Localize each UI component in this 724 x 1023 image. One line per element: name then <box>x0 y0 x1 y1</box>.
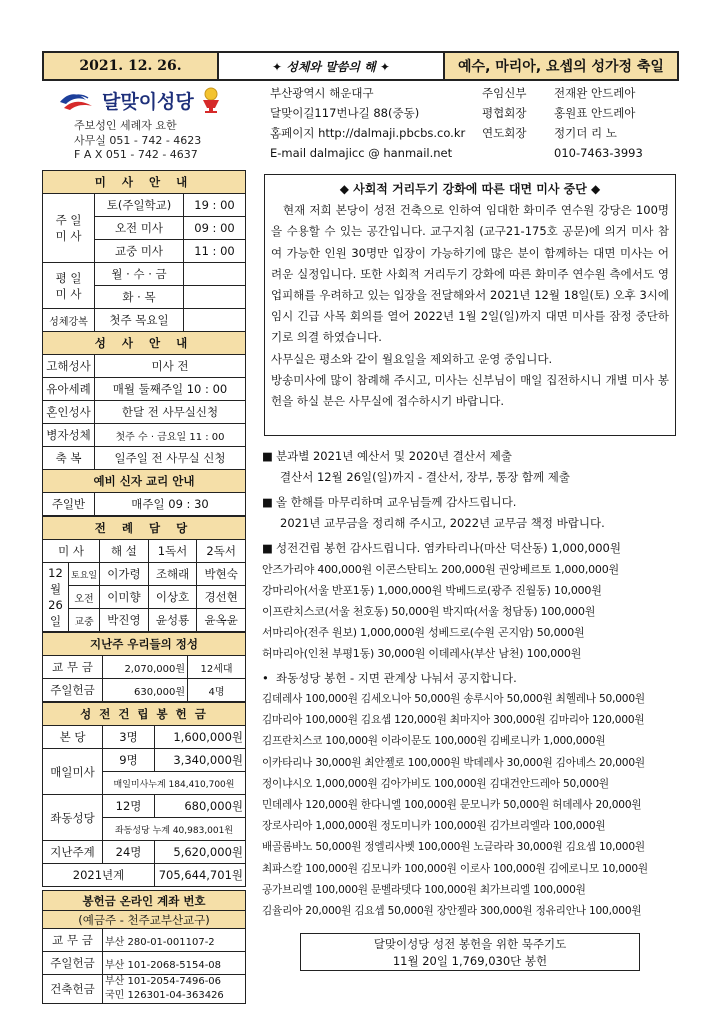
sacrament-label: 유아세례 <box>43 378 95 401</box>
account-number: 부산 101-2068-5154-08 <box>103 952 246 975</box>
sacrament-label: 축 복 <box>43 447 95 470</box>
building-label: 매일미사 <box>43 749 103 795</box>
building-count: 24명 <box>103 841 155 864</box>
fax-number: F A X 051 - 742 - 4637 <box>74 148 198 161</box>
ministry-header: 2독서 <box>197 540 246 563</box>
donor-line: 김율리아 20,000원 김요셉 50,000원 장안젤라 300,000원 정유리안나 100,000원 <box>262 905 642 918</box>
mass-name: 토(주일학교) <box>95 194 184 217</box>
bullet-icon: ■ <box>262 495 273 509</box>
sacrament-label: 혼인성사 <box>43 401 95 424</box>
offering-amount: 2,070,000원 <box>103 656 188 679</box>
offering-amount: 630,000원 <box>103 679 188 702</box>
announcement-title: 성전건립 봉헌 감사드립니다. 염카타리나(마산 덕산동) 1,000,000원 <box>276 541 621 555</box>
sacrament-value: 미사 전 <box>95 355 246 378</box>
donor-line: 김데레사 100,000원 김세오니아 50,000원 송루시아 50,000원 최헬레나 50,000원 <box>262 693 645 705</box>
building-count: 9명 <box>103 749 155 772</box>
announcement-body: 2021년 교무금을 정리해 주시고, 2022년 교무금 책정 바랍니다. <box>280 516 605 530</box>
donor-line: 배골롬바노 50,000원 정엘리사벳 100,000원 노글라라 30,000원 김요셉 10,000원 <box>262 841 645 854</box>
ministry-mass: 교중 <box>69 609 100 632</box>
contact-phone: 010-7463-3993 <box>554 146 643 160</box>
offering-label: 교 무 금 <box>43 656 103 679</box>
offering-section-title: 지난주 우리들의 정성 <box>43 633 246 656</box>
role-label: 평협회장 <box>482 106 527 120</box>
parish-name: 달맞이성당 <box>102 90 194 113</box>
email-link[interactable]: E-mail dalmajicc @ hanmail.net <box>270 146 453 160</box>
mass-time: 11 : 00 <box>184 240 246 263</box>
online-section-title: 봉헌금 온라인 계좌 번호 <box>43 891 246 911</box>
donor-line: 안즈가리야 400,000원 이콘스탄티노 200,000원 권앙베르토 1,000,000원 <box>262 563 619 576</box>
donor-line: 강마리아(서울 반포1동) 1,000,000원 박베드로(광주 진월동) 10,000원 <box>262 584 602 597</box>
announcements <box>262 446 682 922</box>
commentator: 이가령 <box>100 563 149 586</box>
offering-label: 주일헌금 <box>43 679 103 702</box>
parish-info <box>74 119 201 163</box>
account-number: 국민 126301-04-363426 <box>105 990 224 1001</box>
year-motto: ✦ 성체와 말씀의 해 ✦ <box>219 53 445 79</box>
announcement-body: 결산서 12월 26일(일)까지 - 결산서, 장부, 통장 함께 제출 <box>280 470 571 484</box>
building-label: 좌동성당 <box>43 795 103 841</box>
notice-title: ◆ 사회적 거리두기 강화에 따른 대면 미사 중단 ◆ <box>339 182 601 196</box>
announcement-item <box>262 668 682 689</box>
office-phone: 사무실 051 - 742 - 4623 <box>74 133 202 147</box>
sacrament-value: 한달 전 사무실신청 <box>95 401 246 424</box>
announcement-item <box>262 492 682 513</box>
mass-name: 교중 미사 <box>95 240 184 263</box>
commentator: 박진영 <box>100 609 149 632</box>
adoration-label: 성체강복 <box>43 309 95 332</box>
ministry-header: 미 사 <box>43 540 100 563</box>
role-name: 정기더 리 노 <box>554 126 617 140</box>
weekday-days: 월 · 수 · 금 <box>95 263 184 286</box>
prayer-title: 달맞이성당 성전 봉헌을 위한 묵주기도 <box>373 937 567 951</box>
reader-1: 윤성룡 <box>148 609 197 632</box>
catechumen-section-title: 예비 신자 교리 안내 <box>43 470 246 493</box>
role-label: 연도회장 <box>482 126 527 140</box>
building-amount: 1,600,000원 <box>155 726 246 749</box>
ministry-mass: 오전 <box>69 586 100 609</box>
contact-block <box>270 83 690 163</box>
mass-section-title: 미 사 안 내 <box>43 171 246 194</box>
building-label: 본 당 <box>43 726 103 749</box>
sacrament-value: 첫주 수 · 금요일 11 : 00 <box>95 424 246 447</box>
weekday-days: 화 · 목 <box>95 286 184 309</box>
sidebar <box>42 170 246 1004</box>
announcement-title: 좌동성당 봉헌 - 지면 관계상 나눠서 공지합니다. <box>276 671 517 685</box>
offering-count: 12세대 <box>188 656 246 679</box>
address-line-2: 달맞이길117번나길 88(중동) <box>270 106 420 120</box>
rosary-prayer-box <box>300 933 640 971</box>
ministry-date: 12월 26일 <box>43 563 69 632</box>
patron-saint: 주보성인 세례자 요한 <box>74 119 177 132</box>
donor-list-building <box>262 559 682 664</box>
account-label: 주일헌금 <box>43 952 103 975</box>
announcement-item <box>262 446 682 467</box>
ministry-section-title: 전 례 담 당 <box>43 517 246 540</box>
notice-body: 사무실은 평소와 같이 월요일을 제외하고 운영 중입니다. <box>271 351 553 366</box>
donor-list-jwadong <box>262 689 682 922</box>
reader-2: 윤옥윤 <box>197 609 246 632</box>
reader-1: 이상호 <box>148 586 197 609</box>
online-section-subtitle: (예금주 - 천주교부산교구) <box>43 911 246 929</box>
donor-line: 이카타리나 30,000원 최안젤로 100,000원 박데레사 30,000원 김아녜스 20,000원 <box>262 756 645 769</box>
role-label: 주임신부 <box>482 86 527 100</box>
mass-time: 19 : 00 <box>184 194 246 217</box>
building-amount: 3,340,000원 <box>155 749 246 772</box>
reader-2: 박현숙 <box>197 563 246 586</box>
building-cumulative: 좌동성당 누계 40,983,001원 <box>103 818 246 841</box>
ministry-header: 1독서 <box>148 540 197 563</box>
offering-table <box>42 632 246 702</box>
building-year-label: 2021년계 <box>43 864 155 887</box>
online-account-table <box>42 890 246 1004</box>
sacrament-value: 매월 둘째주일 10 : 00 <box>95 378 246 401</box>
donor-line: 김프란치스코 100,000원 이라이문도 100,000원 김베로니카 1,000,000원 <box>262 735 606 748</box>
donor-line: 정이냐시오 1,000,000원 김아가비도 100,000원 김대건안드레아 50,000원 <box>262 777 609 790</box>
reader-1: 조해래 <box>148 563 197 586</box>
parish-logo <box>58 85 238 115</box>
mass-time: 09 : 00 <box>184 217 246 240</box>
sacrament-label: 병자성체 <box>43 424 95 447</box>
chalice-host-icon <box>200 86 222 114</box>
donor-line: 서마리아(전주 원보) 1,000,000원 성베드로(수원 곤지암) 50,000원 <box>262 626 585 639</box>
bullet-icon: ■ <box>262 541 273 555</box>
building-count: 12명 <box>103 795 155 818</box>
wave-logo-icon <box>58 88 98 112</box>
offering-count: 4명 <box>188 679 246 702</box>
bullet-icon: ■ <box>262 449 273 463</box>
building-amount: 5,620,000원 <box>155 841 246 864</box>
donor-line: 김마리아 100,000원 김요셉 120,000원 최마지아 300,000원 김마리아 120,000원 <box>262 714 645 727</box>
building-label: 지난주계 <box>43 841 103 864</box>
donor-line: 이프란치스코(서울 천호동) 50,000원 박지따(서울 청담동) 100,000원 <box>262 605 596 618</box>
reader-2: 경선현 <box>197 586 246 609</box>
building-cumulative: 매일미사누계 184,410,700원 <box>103 772 246 795</box>
role-label <box>482 143 554 163</box>
prayer-count: 11월 20일 1,769,030단 봉헌 <box>392 954 548 968</box>
donor-line: 장로사리아 1,000,000원 정도미니카 100,000원 김가브리엘라 100,000원 <box>262 820 606 833</box>
ministry-table <box>42 516 246 632</box>
feast-title: 예수, 마리아, 요셉의 성가정 축일 <box>458 59 664 75</box>
catechumen-value: 매주일 09 : 30 <box>95 493 246 516</box>
adoration-value: 첫주 목요일 <box>95 309 184 332</box>
building-amount: 680,000원 <box>155 795 246 818</box>
info-table <box>42 170 246 516</box>
sacrament-value: 일주일 전 사무실 신청 <box>95 447 246 470</box>
notice-box <box>264 174 676 436</box>
homepage-link[interactable]: 홈페이지 http://dalmaji.pbcbs.co.kr <box>270 126 466 140</box>
sacrament-label: 고해성사 <box>43 355 95 378</box>
donor-line: 허마리아(인천 부평1동) 30,000원 이데레사(부산 남천) 100,000원 <box>262 647 582 660</box>
bulletin-date: 2021. 12. 26. <box>44 53 219 79</box>
donor-line: 공가브리엘 100,000원 문벨라뎃다 100,000원 최가브리엘 100,000원 <box>262 883 586 896</box>
role-name: 홍원표 안드레아 <box>554 106 636 120</box>
notice-body: 현재 저희 본당이 성전 건축으로 인하여 임대한 화미주 연수원 강당은 100명을 수용할 수 있는 공간입니다. 교구지침 (교구21-175호 공문)에 의거 미사 참여 가능한 인원 30명만 입장이 가능하기에 많은 분이 함께하는 대면 미사는 어려운 실정입니다. 또한 사회적 거리두기 강화에 따른 화미주 연수원 측에서도 영업피해를 우려하고 있는 입장을 전달해와서 2021년 12월 18일(토) 오후 3시에 임시 긴급 사목 회의를 열어 2022년 1월 2일(일)까지 대면 미사를 잠정 중단하기로 의결 하였습니다. <box>271 203 669 345</box>
building-fund-table <box>42 702 246 887</box>
role-name: 전재완 안드레아 <box>554 86 636 100</box>
announcement-item <box>262 538 682 559</box>
bullet-icon: • <box>262 671 269 685</box>
announcement-title: 올 한해를 마무리하며 교우님들께 감사드립니다. <box>276 495 517 509</box>
ministry-header: 해 설 <box>100 540 149 563</box>
donor-line: 최파스칼 100,000원 김모니카 100,000원 이로사 100,000원 김에로니모 10,000원 <box>262 862 648 875</box>
notice-body: 방송미사에 많이 참례해 주시고, 미사는 신부님이 매일 집전하시니 개별 미사 봉헌을 하실 분은 사무실에 접수하시기 바랍니다. <box>271 372 669 409</box>
masthead-bar <box>42 51 679 81</box>
building-section-title: 성 전 건 립 봉 헌 금 <box>43 703 246 726</box>
announcement-title: 분과별 2021년 예산서 및 2020년 결산서 제출 <box>276 449 512 463</box>
building-year-amount: 705,644,701원 <box>155 864 246 887</box>
catechumen-label: 주일반 <box>43 493 95 516</box>
sacrament-section-title: 성 사 안 내 <box>43 332 246 355</box>
commentator: 이미향 <box>100 586 149 609</box>
account-label: 건축헌금 <box>43 975 103 1004</box>
address-line-1: 부산광역시 해운대구 <box>270 86 374 100</box>
account-number: 부산 101-2054-7496-06 <box>105 976 222 987</box>
weekday-mass-label: 평 일 미 사 <box>43 263 95 309</box>
account-label: 교 무 금 <box>43 929 103 952</box>
ministry-mass: 토요일 <box>69 563 100 586</box>
account-number: 부산 280-01-001107-2 <box>103 929 246 952</box>
mass-name: 오전 미사 <box>95 217 184 240</box>
sunday-mass-label: 주 일 미 사 <box>43 194 95 263</box>
building-count: 3명 <box>103 726 155 749</box>
donor-line: 민데레사 120,000원 한다니엘 100,000원 문모니카 50,000원 허데레사 20,000원 <box>262 799 642 812</box>
